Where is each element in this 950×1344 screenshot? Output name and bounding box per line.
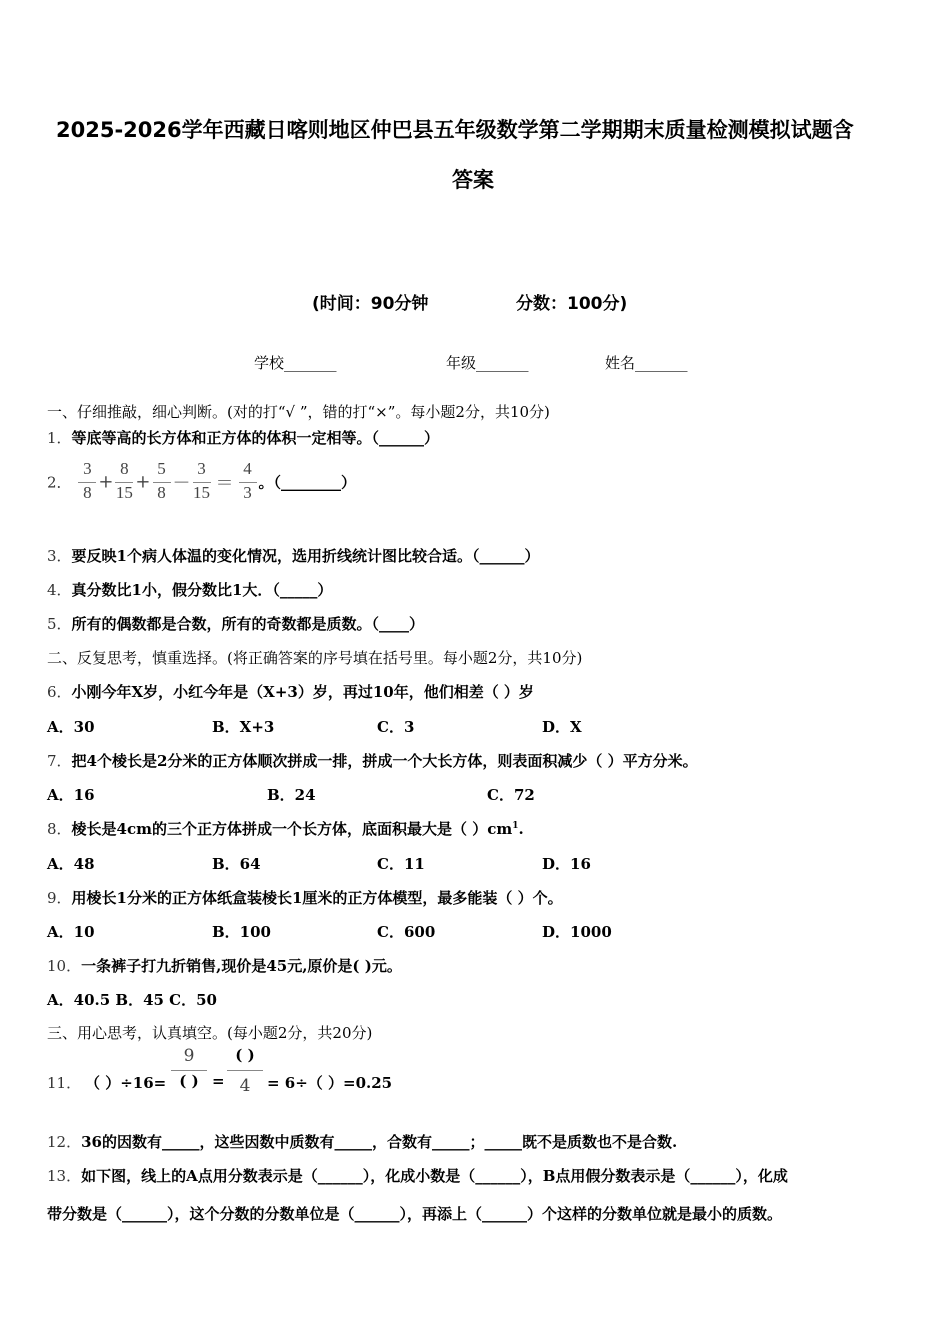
- question-text: 用棱长1分米的正方体纸盒装棱长1厘米的正方体模型，最多能装（ ）个。: [71, 889, 563, 907]
- question-number: 12．: [47, 1133, 82, 1151]
- fraction: $\frac{5}{8}$: [151, 459, 173, 505]
- question-7: [47, 750, 698, 771]
- question-number: 8．: [47, 820, 72, 838]
- question-number: 3．: [47, 547, 72, 565]
- operator: －: [172, 473, 191, 494]
- question-number: 1．: [47, 429, 72, 447]
- option-a[interactable]: A．10: [47, 923, 95, 941]
- question-10: [47, 955, 402, 976]
- question-13-line-1: [47, 1165, 788, 1186]
- option-d[interactable]: D．X: [542, 718, 582, 736]
- fraction: $\frac{3}{15}$: [193, 459, 211, 502]
- question-2: [47, 459, 356, 505]
- time-label: (时间：90分钟: [312, 294, 429, 314]
- question-number: 11．: [47, 1074, 82, 1092]
- question-13-line-2: 带分数是（______），这个分数的分数单位是（______），再添上（______）个这样的分数单位就是最小的质数。: [47, 1205, 783, 1223]
- question-5: [47, 613, 424, 634]
- question-number: 10．: [47, 957, 82, 975]
- question-number: 2．: [47, 473, 72, 492]
- option-c[interactable]: C．72: [487, 786, 535, 804]
- question-text: 把4个棱长是2分米的正方体顺次拼成一排，拼成一个大长方体，则表面积减少（ ）平方分米。: [71, 752, 698, 770]
- question-text: 36的因数有_____，这些因数中质数有_____，合数有_____；_____既不是质数也不是合数.: [81, 1133, 678, 1151]
- option-b[interactable]: B．100: [212, 923, 271, 941]
- title-line-1: 2025-2026学年西藏日喀则地区仲巴县五年级数学第二学期期末质量检测模拟试题含: [56, 118, 854, 142]
- option-c[interactable]: C．3: [377, 718, 415, 736]
- question-text: 所有的偶数都是合数，所有的奇数都是质数。（____）: [71, 615, 425, 633]
- question-text: 小刚今年X岁，小红今年是（X+3）岁，再过10年，他们相差（ ）岁: [71, 683, 534, 701]
- question-number: 5．: [47, 615, 72, 633]
- operator: +: [135, 471, 151, 493]
- question-number: 9．: [47, 889, 72, 907]
- score-label: 分数：100分): [516, 294, 628, 314]
- option-d[interactable]: D．16: [542, 855, 591, 873]
- question-6: [47, 681, 534, 702]
- question-10-options[interactable]: A．40.5 B．45 C．50: [47, 991, 217, 1009]
- fraction: $\frac{8}{15}$: [115, 459, 133, 502]
- question-9: [47, 887, 563, 908]
- option-a[interactable]: A．48: [47, 855, 95, 873]
- option-a[interactable]: A．30: [47, 718, 95, 736]
- name-field: 姓名_______: [605, 354, 688, 372]
- option-c[interactable]: C．600: [377, 923, 436, 941]
- option-c[interactable]: C．11: [377, 855, 425, 873]
- question-text: 要反映1个病人体温的变化情况，选用折线统计图比较合适。（______）: [71, 547, 540, 565]
- section-2-heading: 二、反复思考，慎重选择。(将正确答案的序号填在括号里。每小题2分，共10分): [47, 649, 583, 667]
- question-number: 7．: [47, 752, 72, 770]
- question-tail: 。（________）: [258, 473, 357, 492]
- question-3: [47, 545, 540, 566]
- question-text: 如下图，线上的A点用分数表示是（______），化成小数是（______），B点用假分数表示是（______），化成: [81, 1167, 788, 1185]
- fraction: $\frac{3}{8}$: [76, 459, 98, 505]
- grade-field: 年级_______: [446, 354, 529, 372]
- question-number: 6．: [47, 683, 72, 701]
- unit-superscript: 1: [512, 821, 519, 831]
- question-number: 13．: [47, 1167, 82, 1185]
- question-text: 棱长是4cm的三个正方体拼成一个长方体，底面积最大是（ ）cm: [71, 820, 513, 838]
- option-b[interactable]: B．64: [212, 855, 261, 873]
- question-8: [47, 818, 524, 839]
- question-1: [47, 427, 439, 448]
- question-text: （ ）÷16=: [85, 1074, 167, 1092]
- question-tail: .: [518, 820, 524, 838]
- question-number: 4．: [47, 581, 72, 599]
- section-1-heading: 一、仔细推敲，细心判断。(对的打“√ ”，错的打“×”。每小题2分，共10分): [47, 403, 550, 421]
- fraction: $\frac{4}{3}$: [237, 459, 259, 505]
- equals: =: [212, 1072, 225, 1090]
- question-text: 一条裤子打九折销售,现价是45元,原价是( )元。: [81, 957, 402, 975]
- option-b[interactable]: B．X+3: [212, 718, 275, 736]
- question-4: [47, 579, 332, 600]
- fraction-1: 9 ( ): [169, 1046, 209, 1096]
- section-3-heading: 三、用心思考，认真填空。(每小题2分，共20分): [47, 1024, 373, 1042]
- option-b[interactable]: B．24: [267, 786, 316, 804]
- question-text: 等底等高的长方体和正方体的体积一定相等。（______）: [71, 429, 440, 447]
- operator: +: [98, 471, 114, 493]
- fraction-2: ( ) 4: [225, 1046, 265, 1096]
- school-field: 学校_______: [254, 354, 337, 372]
- operator: ＝: [215, 473, 234, 494]
- option-a[interactable]: A．16: [47, 786, 95, 804]
- option-d[interactable]: D．1000: [542, 923, 612, 941]
- title-line-2: 答案: [452, 168, 494, 192]
- question-text-2: = 6÷（ ）=0.25: [267, 1074, 393, 1092]
- question-text: 真分数比1小，假分数比1大．（_____）: [71, 581, 333, 599]
- question-12: [47, 1131, 677, 1152]
